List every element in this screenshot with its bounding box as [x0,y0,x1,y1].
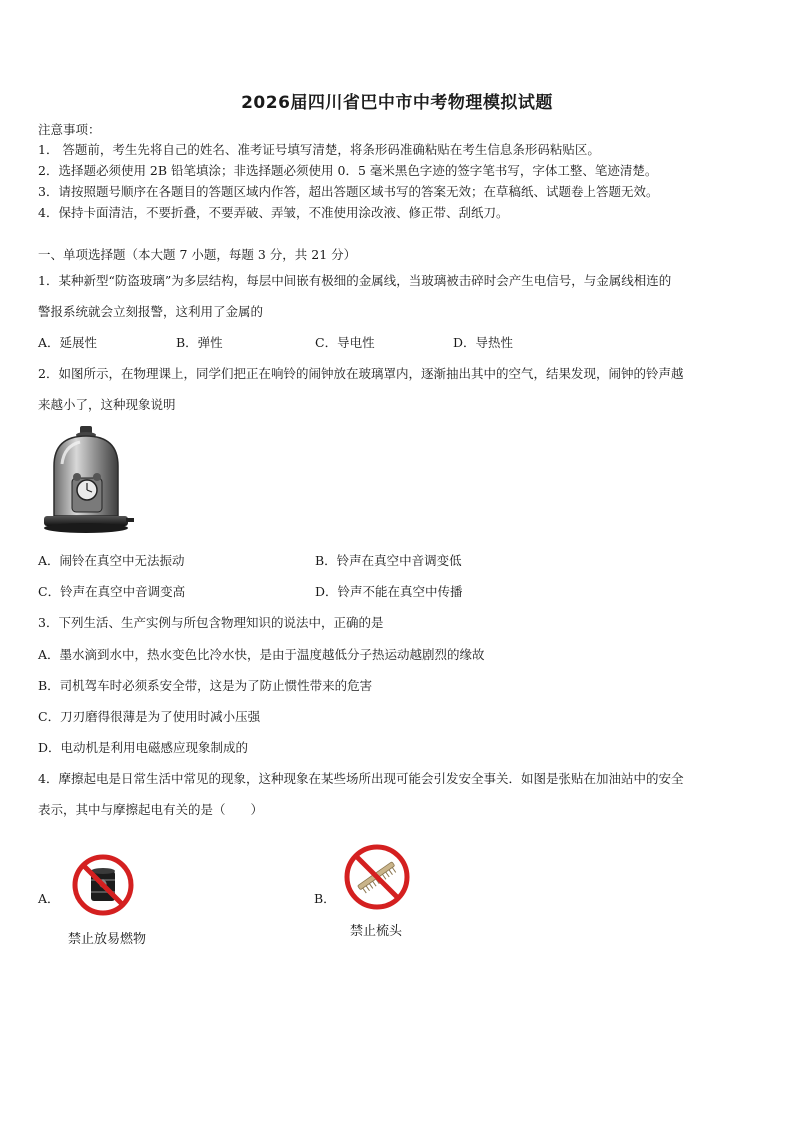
question-1-option-d: D．导热性 [453,335,514,350]
notice-item-3: 3．请按照题号顺序在各题目的答题区域内作答，超出答题区域书写的答案无效；在草稿纸、试题卷上答题无效。 [38,184,659,199]
notice-item-2: 2．选择题必须使用 2B 铅笔填涂；非选择题必须使用 0．5 毫米黑色字迹的签字笔书写，字体工整、笔迹清楚。 [38,163,658,178]
no-flammables-sign-icon [72,854,134,916]
question-1-line-2: 警报系统就会立刻报警，这利用了金属的 [38,304,264,319]
question-2-option-b: B．铃声在真空中音调变低 [315,553,462,568]
question-1-option-a: A．延展性 [38,335,98,350]
question-4-line-2: 表示，其中与摩擦起电有关的是（ ） [38,802,264,817]
no-combing-sign-icon [344,844,410,910]
question-4-option-a-label: A． [38,891,60,906]
notice-heading: 注意事项： [38,122,101,137]
sign-a-caption: 禁止放易燃物 [68,932,147,947]
question-1-option-b: B．弹性 [176,335,223,350]
question-3-option-b: B．司机驾车时必须系安全带，这是为了防止惯性带来的危害 [38,678,373,693]
question-4-line-1: 4．摩擦起电是日常生活中常见的现象，这种现象在某些场所出现可能会引发安全事关．如图是张贴在加油站中的安全 [38,771,684,786]
sign-b-caption: 禁止梳头 [350,924,403,939]
question-3-stem: 3．下列生活、生产实例与所包含物理知识的说法中，正确的是 [38,615,384,630]
notice-item-1: 1． 答题前，考生先将自己的姓名、准考证号填写清楚，将条形码准确粘贴在考生信息条形码粘贴区。 [38,142,600,157]
question-2-line-1: 2．如图所示，在物理课上，同学们把正在响铃的闹钟放在玻璃罩内，逐渐抽出其中的空气，结果发现，闹钟的铃声越 [38,366,684,381]
question-1-line-1: 1．某种新型“防盗玻璃”为多层结构，每层中间嵌有极细的金属线，当玻璃被击碎时会产生电信号，与金属线相连的 [38,273,672,288]
question-4-option-b-label: B． [314,891,336,906]
question-3-option-a: A．墨水滴到水中，热水变色比冷水快，是由于温度越低分子热运动越剧烈的缘故 [38,647,485,662]
section-heading: 一、单项选择题（本大题 7 小题，每题 3 分，共 21 分） [38,247,357,262]
question-3-option-d: D．电动机是利用电磁感应现象制成的 [38,740,249,755]
question-1-option-c: C．导电性 [315,335,375,350]
question-2-line-2: 来越小了，这种现象说明 [38,397,176,412]
page-title: 2026届四川省巴中市中考物理模拟试题 [241,93,553,113]
cropped-text-fragment [338,826,416,830]
question-2-option-d: D．铃声不能在真空中传播 [315,584,463,599]
question-3-option-c: C．刀刃磨得很薄是为了使用时减小压强 [38,709,261,724]
notice-item-4: 4．保持卡面清洁，不要折叠，不要弄破、弄皱，不准使用涂改液、修正带、刮纸刀。 [38,205,509,220]
question-2-option-c: C．铃声在真空中音调变高 [38,584,186,599]
question-2-option-a: A．闹铃在真空中无法振动 [38,553,185,568]
bell-jar-figure [40,424,136,536]
